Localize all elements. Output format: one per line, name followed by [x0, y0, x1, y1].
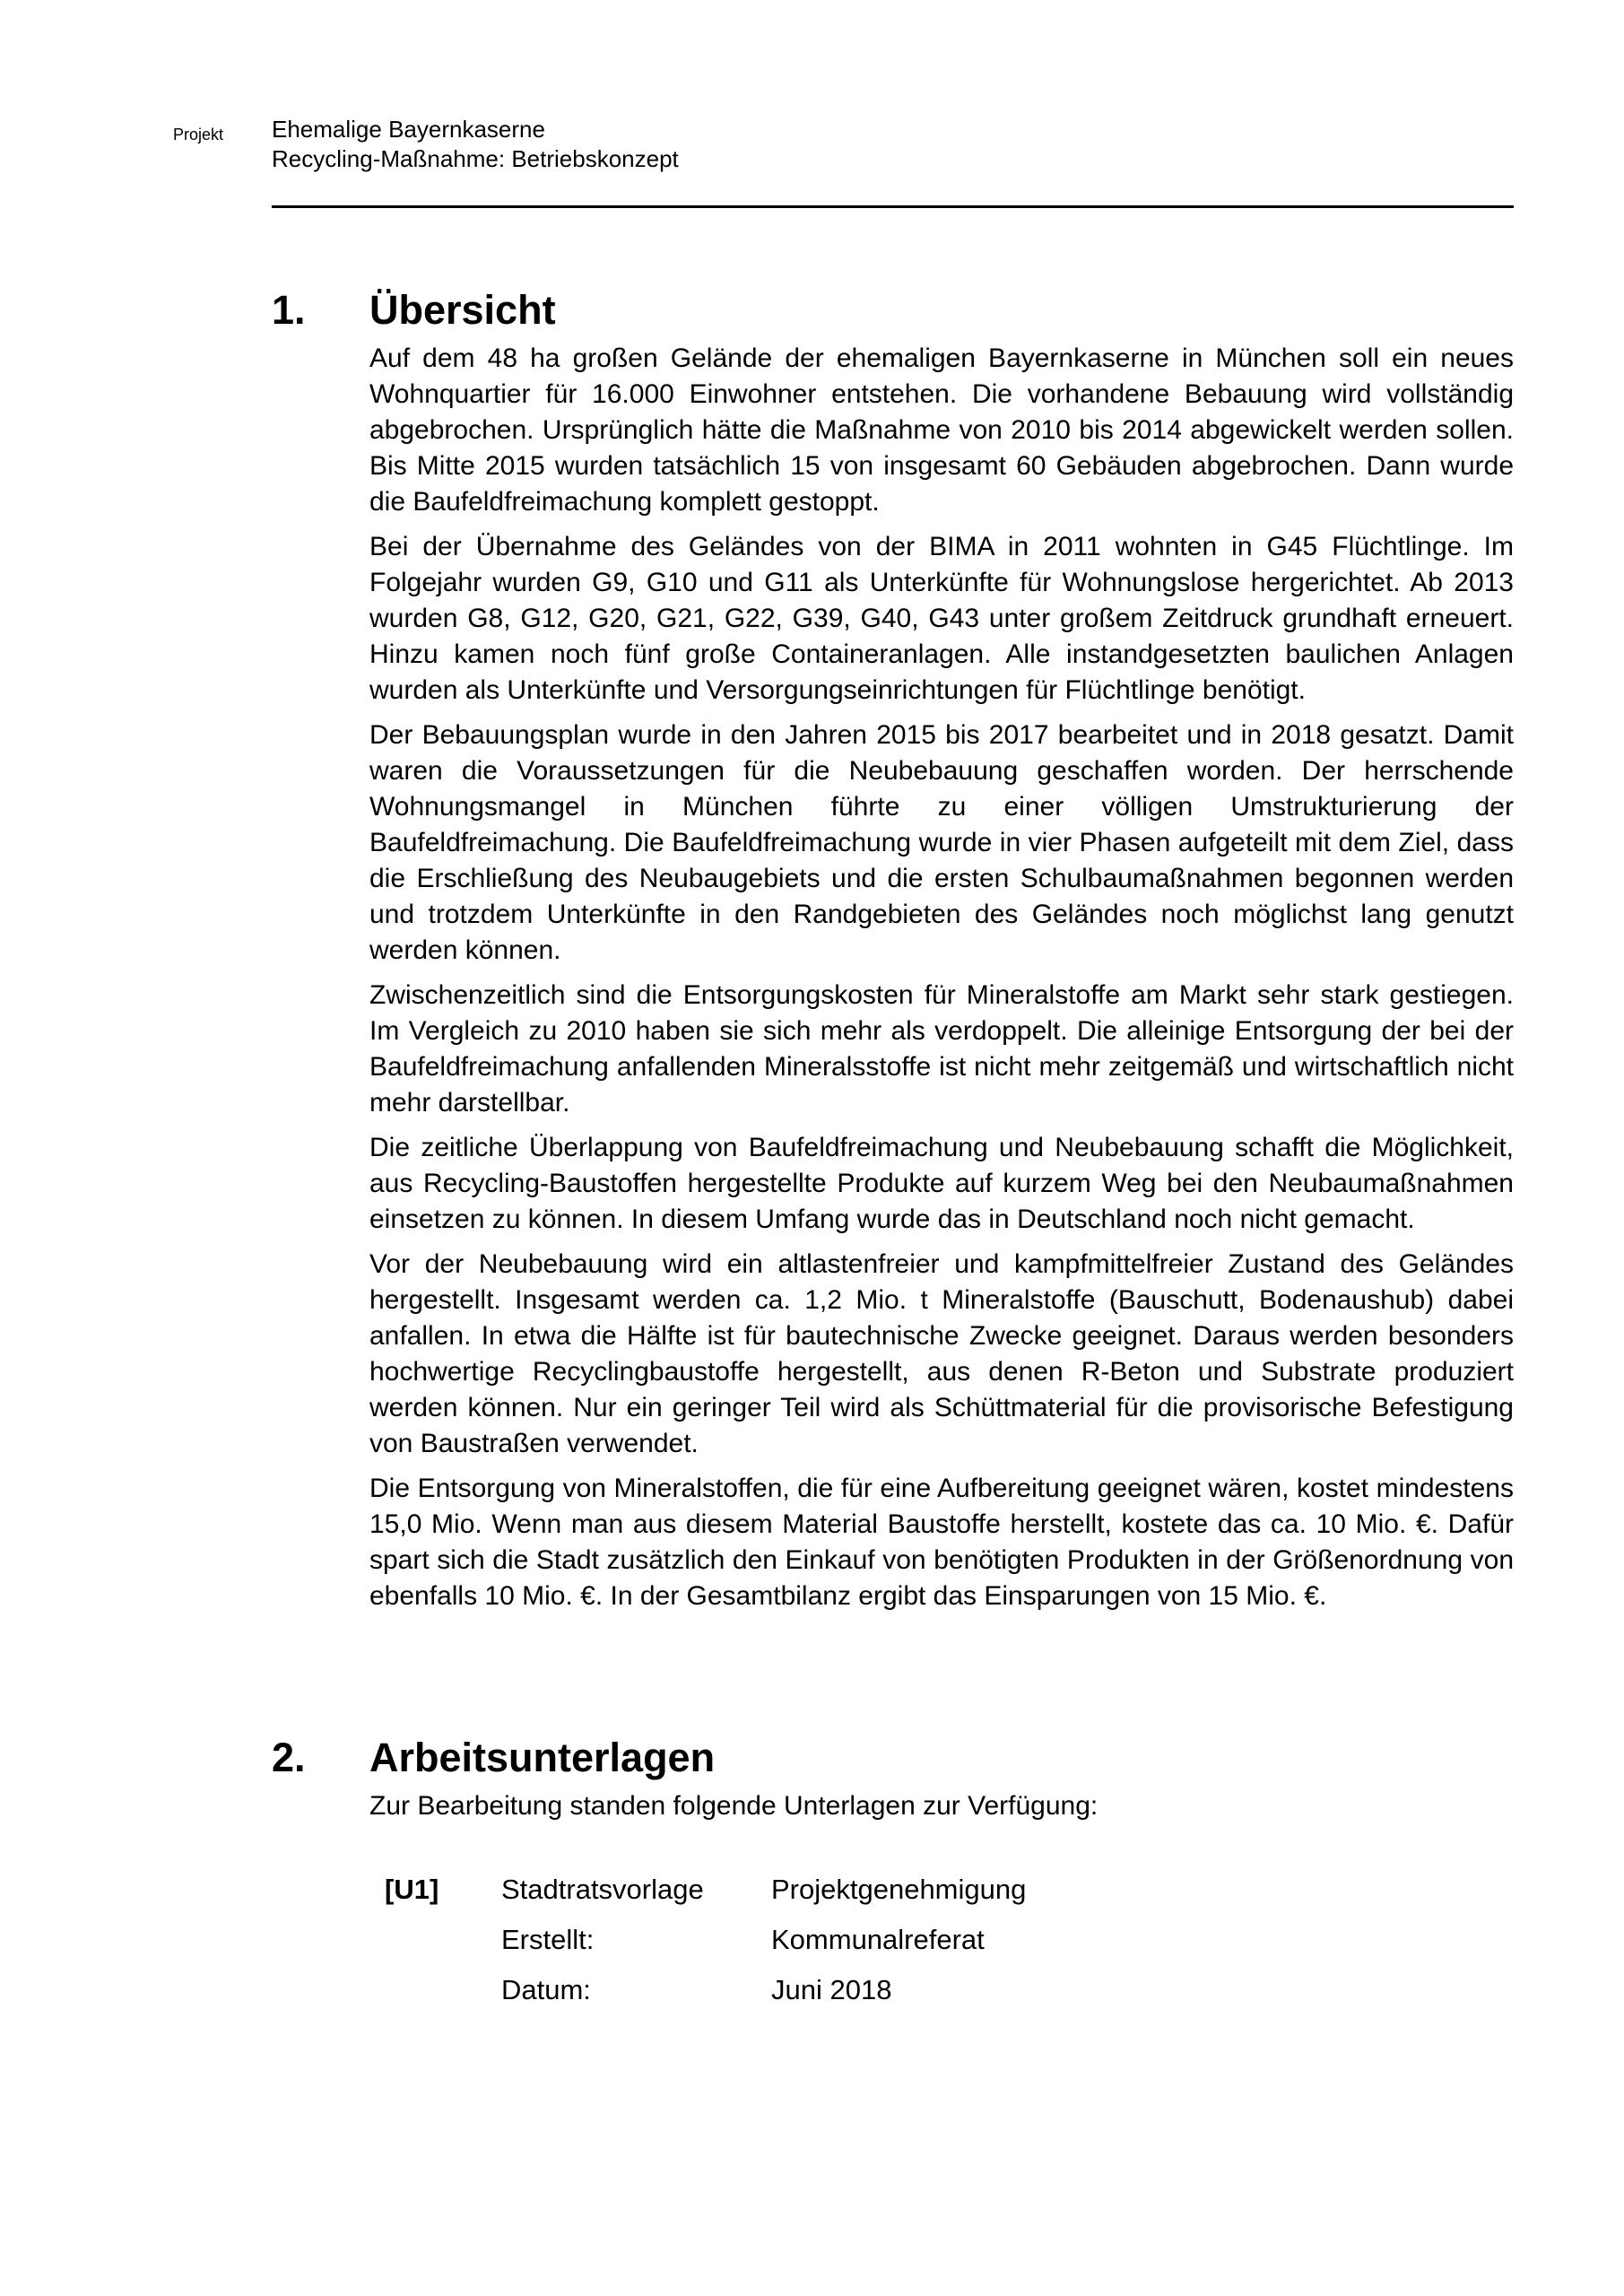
reference-row	[0, 1972, 1624, 2008]
project-name: Ehemalige Bayernkaserne	[272, 116, 545, 143]
paragraph: Die zeitliche Überlappung von Baufeldfreimachung und Neubebauung schafft die Möglichkeit, aus Recycling-Baustoffen hergestellte Produkte auf kurzem Weg bei den Neubaumaßnahmen einsetzen zu können. In diesem Umfang wurde das in Deutschland noch nicht gemacht.	[369, 1133, 1514, 1234]
header-title-block	[272, 115, 679, 174]
reference-id: [U1]	[385, 1874, 439, 1905]
paragraph: Vor der Neubebauung wird ein altlastenfreier und kampfmittelfreier Zustand des Geländes hergestellt. Insgesamt werden ca. 1,2 Mio. t Mineralstoffe (Bauschutt, Bodenaushub) dabei anfallen. In etwa die Hälfte ist für bautechnische Zwecke geeignet. Daraus werden besonders hochwertige Recyclingbaustoffe hergestellt, aus denen R-Beton und Substrate produziert werden können. Nur ein geringer Teil wird als Schüttmaterial für die provisorische Befestigung von Baustraßen verwendet.	[369, 1249, 1514, 1458]
reference-row	[0, 1922, 1624, 1958]
reference-value: Kommunalreferat	[771, 1924, 985, 1955]
paragraph: Zwischenzeitlich sind die Entsorgungskosten für Mineralstoffe am Markt sehr stark gestiegen. Im Vergleich zu 2010 haben sie sich mehr als verdoppelt. Die alleinige Entsorgung der bei der Baufeldfreimachung anfallenden Mineralsstoffe ist nicht mehr zeitgemäß und wirtschaftlich nicht mehr darstellbar.	[369, 980, 1514, 1118]
header-label: Projekt	[173, 126, 224, 144]
reference-key: Datum:	[501, 1974, 591, 2005]
page-header	[0, 115, 1624, 213]
header-divider	[272, 205, 1514, 208]
paragraph: Zur Bearbeitung standen folgende Unterlagen zur Verfügung:	[369, 1791, 1099, 1821]
project-subtitle: Recycling-Maßnahme: Betriebskonzept	[272, 145, 679, 172]
section-number: 1.	[272, 287, 306, 333]
section-title: Arbeitsunterlagen	[369, 1735, 716, 1780]
paragraph: Bei der Übernahme des Geländes von der BIMA in 2011 wohnten in G45 Flüchtlinge. Im Folgejahr wurden G9, G10 und G11 als Unterkünfte für Wohnungslose hergerichtet. Ab 2013 wurden G8, G12, G20, G21, G22, G39, G40, G43 unter großem Zeitdruck grundhaft erneuert. Hinzu kamen noch fünf große Containeranlagen. Alle instandgesetzten baulichen Anlagen wurden als Unterkünfte und Versorgungseinrichtungen für Flüchtlinge benötigt.	[369, 532, 1514, 705]
paragraph: Die Entsorgung von Mineralstoffen, die für eine Aufbereitung geeignet wären, kostet mindestens 15,0 Mio. Wenn man aus diesem Material Baustoffe herstellt, kostete das ca. 10 Mio. €. Dafür spart sich die Stadt zusätzlich den Einkauf von benötigten Produkten in der Größenordnung von ebenfalls 10 Mio. €. In der Gesamtbilanz ergibt das Einsparungen von 15 Mio. €.	[369, 1474, 1514, 1611]
reference-value: Juni 2018	[771, 1974, 892, 2005]
paragraph: Der Bebauungsplan wurde in den Jahren 2015 bis 2017 bearbeitet und in 2018 gesatzt. Damit waren die Voraussetzungen für die Neubebauung geschaffen worden. Der herrschende Wohnungsmangel in München führte zu einer völligen Umstrukturierung der Baufeldfreimachung. Die Baufeldfreimachung wurde in vier Phasen aufgeteilt mit dem Ziel, dass die Erschließung des Neubaugebiets und die ersten Schulbaumaßnahmen begonnen werden und trotzdem Unterkünfte in den Randgebieten des Geländes noch möglichst lang genutzt werden können.	[369, 720, 1514, 965]
section-number: 2.	[272, 1735, 306, 1780]
reference-value: Projektgenehmigung	[771, 1874, 1027, 1905]
section-body	[369, 1788, 1514, 1833]
section-body	[369, 341, 1514, 1623]
section-title: Übersicht	[369, 287, 556, 333]
reference-row	[0, 1872, 1624, 1908]
reference-key: Stadtratsvorlage	[501, 1874, 704, 1905]
reference-key: Erstellt:	[501, 1924, 595, 1955]
paragraph: Auf dem 48 ha großen Gelände der ehemaligen Bayernkaserne in München soll ein neues Wohnquartier für 16.000 Einwohner entstehen. Die vorhandene Bebauung wird vollständig abgebrochen. Ursprünglich hätte die Maßnahme von 2010 bis 2014 abgewickelt werden sollen. Bis Mitte 2015 wurden tatsächlich 15 von insgesamt 60 Gebäuden abgebrochen. Dann wurde die Baufeldfreimachung komplett gestoppt.	[369, 344, 1514, 517]
